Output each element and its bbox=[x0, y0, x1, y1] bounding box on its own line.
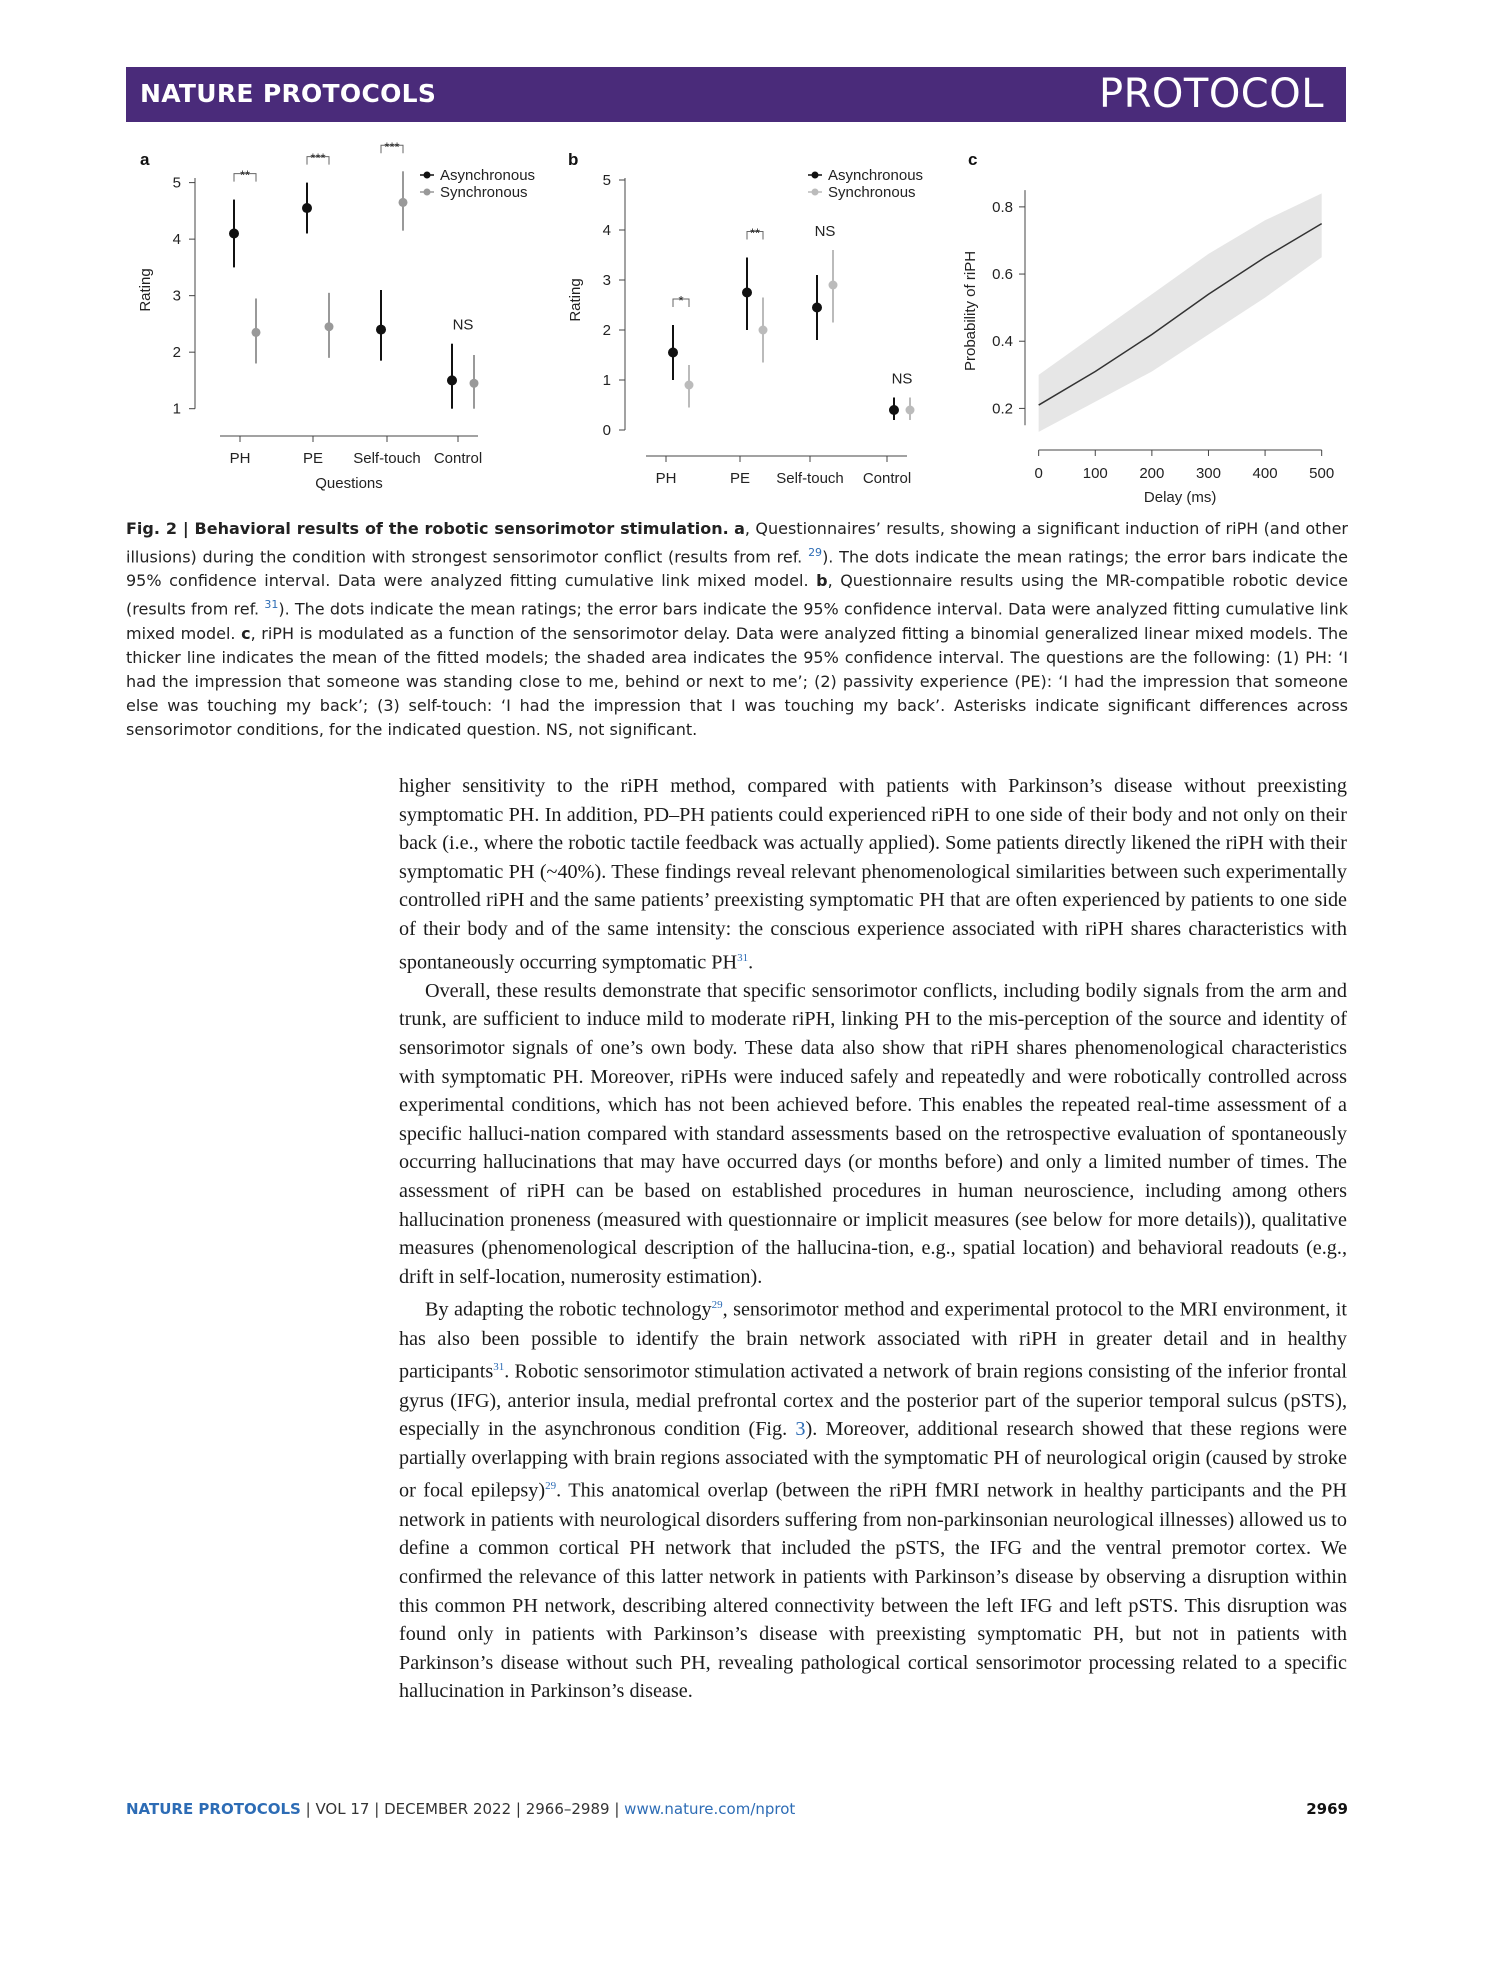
footer-journal: NATURE PROTOCOLS bbox=[126, 1800, 301, 1818]
x-tick-label: 100 bbox=[1082, 465, 1108, 482]
paragraph-3 bbox=[399, 1291, 1347, 1706]
data-point bbox=[447, 375, 457, 385]
significance-stars: ** bbox=[239, 167, 251, 183]
p3-text-e: . This anatomical overlap (between the riPH fMRI network in healthy participants and the PH network in patients with neurological disorders suffering from non-parkinsonian neurological illnesses) allowed us to define a common cortical PH network that included the pSTS, the IFG and the ventral premotor cortex. We confirmed the relevance of this latter network in patients with Parkinson’s disease by observing a disruption within this common PH network, describing altered connectivity between the left IFG and left pSTS. This disruption was found only in patients with Parkinson’s disease with preexisting symptomatic PH, but not in patients with Parkinson’s disease without such PH, revealing pathological cortical sensorimotor processing related to a specific hallucination in Parkinson’s disease. bbox=[399, 1480, 1347, 1703]
y-tick-label: 5 bbox=[602, 172, 611, 189]
y-axis-label-c: Probability of riPH bbox=[962, 250, 979, 372]
citation-31[interactable]: 31 bbox=[737, 951, 749, 964]
citation-29-b[interactable]: 29 bbox=[545, 1480, 557, 1493]
y-tick-label: 3 bbox=[172, 287, 181, 305]
y-tick-label: 0.4 bbox=[992, 333, 1013, 351]
p3-text-a: By adapting the robotic technology bbox=[425, 1299, 712, 1322]
x-axis-label-c: Delay (ms) bbox=[1143, 489, 1217, 506]
footer-sep: | bbox=[511, 1800, 526, 1818]
body-text bbox=[399, 772, 1347, 1706]
footer-sep: | bbox=[609, 1800, 625, 1818]
caption-a-text2: ). The dots indicate the mean ratings; the error bars indicate the 95% confidence interval. Data were analyzed fitting cumulative link mixed model. bbox=[126, 547, 1349, 591]
footer-date: DECEMBER 2022 bbox=[384, 1800, 512, 1818]
data-point bbox=[685, 381, 694, 390]
footer-sep: | bbox=[300, 1800, 316, 1818]
caption-a-ref[interactable]: 29 bbox=[808, 546, 823, 559]
y-tick-label: 2 bbox=[172, 344, 181, 362]
legend-entry: Synchronous bbox=[828, 184, 916, 201]
x-axis-label-a: Questions bbox=[315, 475, 383, 492]
x-tick-label: 400 bbox=[1252, 465, 1278, 482]
footer-url[interactable]: www.nature.com/nprot bbox=[624, 1800, 796, 1818]
figure-caption bbox=[126, 517, 1348, 742]
y-tick-label: 0.8 bbox=[992, 198, 1013, 216]
legend-marker bbox=[812, 172, 819, 179]
x-tick-label: Control bbox=[433, 450, 483, 467]
p1-text: higher sensitivity to the riPH method, compared with patients with Parkinson’s disease without preexisting symptomatic PH. In addition, PD–PH patients could experienced riPH to one side of their body and not only on their back (i.e., where the robotic tactile feedback was actually applied). Some patients directly likened the riPH with their symptomatic PH (~40%). These findings reveal relevant phenomenological similarities between such experimentally controlled riPH and the same patients’ preexisting symptomatic PH that are often experienced by patients to one side of their body and of the same intensity: the conscious experience associated with riPH shares characteristics with spontaneously occurring symptomatic PH bbox=[399, 775, 1347, 974]
data-point bbox=[742, 288, 752, 298]
x-tick-label: Control bbox=[862, 470, 912, 487]
data-point bbox=[325, 322, 334, 331]
y-tick-label: 3 bbox=[602, 272, 611, 289]
caption-b-ref[interactable]: 31 bbox=[264, 598, 279, 612]
data-point bbox=[759, 326, 768, 335]
caption-a-text1: , Questionnaires’ results, showing a significant induction of riPH (and other illusions) during the condition with strongest sensorimotor conflict (results from ref. bbox=[126, 519, 1349, 567]
data-point bbox=[376, 325, 386, 335]
footer-pages: 2966–2989 bbox=[525, 1800, 610, 1818]
data-point bbox=[889, 405, 899, 415]
citation-31-b[interactable]: 31 bbox=[493, 1361, 505, 1374]
paragraph-1 bbox=[399, 772, 1347, 977]
x-tick-label: PE bbox=[729, 470, 751, 487]
x-tick-label: 0 bbox=[1034, 465, 1043, 482]
data-point bbox=[470, 379, 479, 388]
confidence-band bbox=[1039, 193, 1322, 431]
y-tick-label: 1 bbox=[172, 400, 181, 418]
y-tick-label: 2 bbox=[602, 322, 611, 339]
ns-label: NS bbox=[891, 370, 913, 388]
data-point bbox=[668, 348, 678, 358]
legend-entry: Synchronous bbox=[440, 184, 528, 201]
data-point bbox=[229, 228, 239, 238]
caption-b-label: b bbox=[816, 571, 828, 591]
data-point bbox=[399, 198, 408, 207]
p1-end: . bbox=[748, 951, 754, 974]
data-point bbox=[812, 303, 822, 313]
legend-marker bbox=[812, 189, 819, 196]
x-tick-label: PE bbox=[302, 450, 324, 467]
y-tick-label: 5 bbox=[172, 174, 181, 192]
significance-stars: * bbox=[678, 293, 684, 308]
p3-text-d: ). Moreover, additional research showed that these regions were partially overlapping with brain regions associated with the symptomatic PH of neurological origin (caused by stroke or focal epilepsy) bbox=[399, 1418, 1347, 1503]
legend-marker bbox=[424, 189, 431, 196]
figure-2 bbox=[0, 140, 1489, 510]
paragraph-2: Overall, these results demonstrate that specific sensorimotor conflicts, including bodily signals from the arm and trunk, are sufficient to induce mild to moderate riPH, linking PH to the mis-perception of the source and identity of sensorimotor signals of one’s own body. These data also show that riPH shares phenomenological characteristics with symptomatic PH. Moreover, riPHs were induced safely and repeatedly and were robotically controlled across experimental conditions, which has not been achieved before. This enables the repeated real-time assessment of a specific halluci-nation compared with standard assessments based on the retrospective evaluation of spontaneously occurring hallucinations that may have occurred days (or months before) and only a limited number of times. The assessment of riPH can be based on established procedures in human neuroscience, including among others hallucination proneness (measured with questionnaire or implicit measures (see below for more details)), qualitative measures (phenomenological description of the hallucina-tion, e.g., spatial location) and behavioral readouts (e.g., drift in self-location, numerosity estimation). bbox=[399, 979, 1347, 1288]
legend-marker bbox=[424, 172, 431, 179]
footer-volume: VOL 17 bbox=[315, 1800, 370, 1818]
article-type: PROTOCOL bbox=[1098, 71, 1324, 117]
page-number: 2969 bbox=[1306, 1800, 1348, 1818]
citation-29[interactable]: 29 bbox=[711, 1299, 723, 1312]
y-axis-label-b: Rating bbox=[567, 278, 584, 322]
panel-label-b: b bbox=[568, 150, 579, 169]
legend-entry: Asynchronous bbox=[828, 167, 924, 184]
ns-label: NS bbox=[814, 223, 836, 240]
x-tick-label: 200 bbox=[1139, 465, 1165, 482]
y-tick-label: 0.2 bbox=[992, 400, 1013, 418]
caption-c-text: , riPH is modulated as a function of the sensorimotor delay. Data were analyzed fitting a binomial generalized linear mixed models. The thicker line indicates the mean of the fitted models; the shaded area indicates the 95% confidence interval. The questions are the following: (1) PH: ‘I had the impression that someone was standing close to me, behind or next to me’; (2) passivity experience (PE): ‘I had the impression that someone else was touching my back’; (3) self-touch: ‘I had the impression that I was touching my back’. Asterisks indicate significant differences across sensorimotor conditions, for the indicated question. NS, not significant. bbox=[126, 623, 1348, 739]
y-tick-label: 4 bbox=[602, 222, 611, 239]
y-axis-label-a: Rating bbox=[137, 268, 154, 312]
significance-stars: ** bbox=[749, 225, 761, 241]
x-tick-label: PH bbox=[229, 450, 251, 467]
significance-stars: *** bbox=[384, 140, 400, 155]
data-point bbox=[829, 281, 838, 290]
data-point bbox=[252, 328, 261, 337]
caption-b-text2: ). The dots indicate the mean ratings; the error bars indicate the 95% confidence interval. Data were analyzed fitting cumulative link mixed model. bbox=[126, 599, 1348, 643]
y-tick-label: 1 bbox=[602, 372, 611, 389]
x-tick-label: Self-touch bbox=[776, 470, 844, 487]
legend-entry: Asynchronous bbox=[440, 167, 536, 184]
caption-a-label: a bbox=[734, 519, 745, 538]
y-tick-label: 0.6 bbox=[992, 266, 1013, 284]
x-tick-label: PH bbox=[655, 470, 677, 487]
caption-b-text1: , Questionnaire results using the MR-compatible robotic device (results from ref. bbox=[126, 571, 1348, 619]
x-tick-label: 300 bbox=[1195, 465, 1221, 482]
x-tick-label: Self-touch bbox=[353, 450, 421, 467]
page-footer bbox=[126, 1800, 1348, 1818]
figure-3-link[interactable]: 3 bbox=[795, 1418, 806, 1441]
caption-title: Fig. 2 | Behavioral results of the robotic sensorimotor stimulation. bbox=[126, 519, 729, 538]
p3-text-b: , sensorimotor method and experimental protocol to the MRI environment, it has also been possible to identify the brain network associated with riPH in greater detail and in healthy participants bbox=[399, 1299, 1348, 1384]
panel-label-c: c bbox=[968, 150, 978, 169]
journal-header-bar bbox=[126, 67, 1346, 122]
y-tick-label: 0 bbox=[602, 422, 611, 439]
panel-label-a: a bbox=[140, 150, 150, 169]
x-tick-label: 500 bbox=[1309, 465, 1335, 482]
p3-text-c: . Robotic sensorimotor stimulation activated a network of brain regions consisting of the inferior frontal gyrus (IFG), anterior insula, medial prefrontal cortex and the posterior part of the superior temporal sulcus (pSTS), especially in the asynchronous condition (Fig. bbox=[399, 1361, 1347, 1441]
data-point bbox=[906, 406, 915, 415]
y-tick-label: 4 bbox=[172, 231, 181, 249]
footer-sep: | bbox=[369, 1800, 385, 1818]
data-point bbox=[302, 203, 312, 213]
ns-label: NS bbox=[452, 316, 474, 334]
caption-c-label: c bbox=[241, 623, 251, 643]
significance-stars: *** bbox=[310, 150, 326, 166]
journal-name: NATURE PROTOCOLS bbox=[140, 79, 437, 108]
